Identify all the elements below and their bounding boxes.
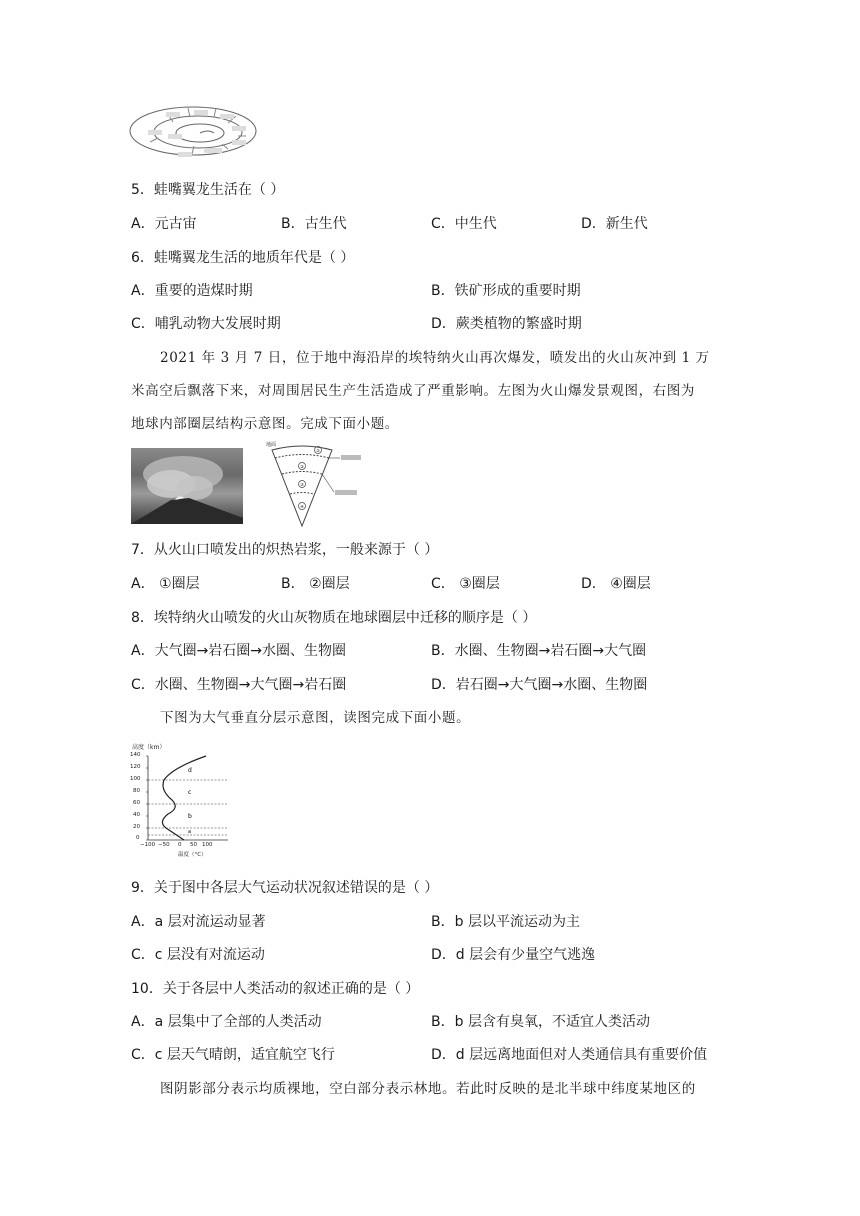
- atmosphere-ytick-120: 120: [130, 764, 141, 770]
- atmosphere-xtick-n50: −50: [158, 842, 170, 848]
- passage-1-line-3: 地球内部圈层结构示意图。完成下面小题。: [131, 416, 399, 432]
- question-6-option-b: B．铁矿形成的重要时期: [431, 283, 581, 299]
- question-6-option-a: A．重要的造煤时期: [131, 283, 253, 299]
- question-7-stem: 7．从火山口喷发出的炽热岩浆，一般来源于（ ）: [131, 542, 439, 558]
- atmosphere-ytick-0: 0: [136, 835, 140, 841]
- atmosphere-ylabel: 高度（km）: [132, 744, 166, 751]
- atmosphere-xtick-0: 0: [178, 842, 182, 848]
- question-9-option-c: C．c 层没有对流运动: [131, 947, 265, 963]
- question-6-option-d: D．蕨类植物的繁盛时期: [431, 316, 582, 332]
- earth-label-ground: 地面: [266, 442, 277, 448]
- atmosphere-ytick-100: 100: [130, 776, 141, 782]
- question-8-option-b: B．水圈、生物圈→岩石圈→大气圈: [431, 643, 647, 659]
- layer-label-b: b: [188, 813, 192, 820]
- atmosphere-ytick-60: 60: [133, 800, 140, 806]
- passage-1-line-2: 米高空后飘落下来，对周围居民生产生活造成了严重影响。左图为火山爆发景观图，右图为: [131, 383, 695, 399]
- atmosphere-xtick-n100: −100: [140, 842, 156, 848]
- atmosphere-ytick-20: 20: [133, 824, 140, 830]
- question-5-option-d: D．新生代: [581, 216, 648, 232]
- question-7-option-d: D． ④圈层: [581, 576, 651, 592]
- question-9-stem: 9．关于图中各层大气运动状况叙述错误的是（ ）: [131, 880, 439, 896]
- volcano-eruption-photo: [131, 448, 243, 524]
- atmosphere-ytick-140: 140: [130, 752, 141, 758]
- atmosphere-ytick-40: 40: [133, 812, 140, 818]
- question-5-option-a: A．元古宙: [131, 216, 197, 232]
- question-7-option-c: C． ③圈层: [431, 576, 500, 592]
- earth-layer-number-2: ②: [300, 464, 304, 470]
- question-10-stem: 10．关于各层中人类活动的叙述正确的是（ ）: [131, 981, 420, 997]
- atmosphere-xlabel: 温度（°C）: [178, 852, 207, 858]
- earth-layer-number-1: ①: [316, 448, 320, 454]
- atmosphere-xtick-50: 50: [190, 842, 197, 848]
- question-6-stem: 6．蛙嘴翼龙生活的地质年代是（ ）: [131, 250, 355, 266]
- atmosphere-layers-chart: [128, 742, 248, 860]
- question-8-option-c: C．水圈、生物圈→大气圈→岩石圈: [131, 677, 347, 693]
- passage-3: 图阴影部分表示均质裸地，空白部分表示林地。若此时反映的是北半球中纬度某地区的: [160, 1081, 696, 1097]
- earth-layer-number-3: ③: [300, 482, 304, 488]
- question-6-option-c: C．哺乳动物大发展时期: [131, 316, 281, 332]
- passage-1-line-1: 2021 年 3 月 7 日，位于地中海沿岸的埃特纳火山再次爆发，喷发出的火山灰冲到 1 万: [160, 350, 710, 366]
- atmosphere-ytick-80: 80: [133, 788, 140, 794]
- question-9-option-b: B．b 层以平流运动为主: [431, 914, 580, 930]
- layer-label-d: d: [188, 767, 192, 774]
- question-10-option-a: A．a 层集中了全部的人类活动: [131, 1014, 322, 1030]
- layer-label-a: a: [188, 829, 192, 835]
- passage-2: 下图为大气垂直分层示意图，读图完成下面小题。: [160, 710, 471, 726]
- question-5-stem: 5．蛙嘴翼龙生活在（ ）: [131, 182, 285, 198]
- question-7-option-a: A． ①圈层: [131, 576, 200, 592]
- question-9-option-d: D．d 层会有少量空气逃逸: [431, 947, 596, 963]
- question-10-option-d: D．d 层远离地面但对人类通信具有重要价值: [431, 1047, 708, 1063]
- question-8-stem: 8．埃特纳火山喷发的火山灰物质在地球圈层中迁移的顺序是（ ）: [131, 610, 537, 626]
- layer-label-c: c: [188, 789, 192, 796]
- question-9-option-a: A．a 层对流运动显著: [131, 914, 266, 930]
- question-8-option-a: A．大气圈→岩石圈→水圈、生物圈: [131, 643, 347, 659]
- question-10-option-c: C．c 层天气晴朗，适宜航空飞行: [131, 1047, 335, 1063]
- question-5-option-b: B．古生代: [281, 216, 347, 232]
- atmosphere-xtick-100: 100: [202, 842, 213, 848]
- question-5-option-c: C．中生代: [431, 216, 497, 232]
- question-8-option-d: D．岩石圈→大气圈→水圈、生物圈: [431, 677, 648, 693]
- question-10-option-b: B．b 层含有臭氧，不适宜人类活动: [431, 1014, 650, 1030]
- geologic-time-spiral-figure: [128, 104, 258, 166]
- question-7-option-b: B． ②圈层: [281, 576, 350, 592]
- earth-interior-diagram: [262, 444, 370, 528]
- earth-layer-number-4: ④: [300, 504, 304, 510]
